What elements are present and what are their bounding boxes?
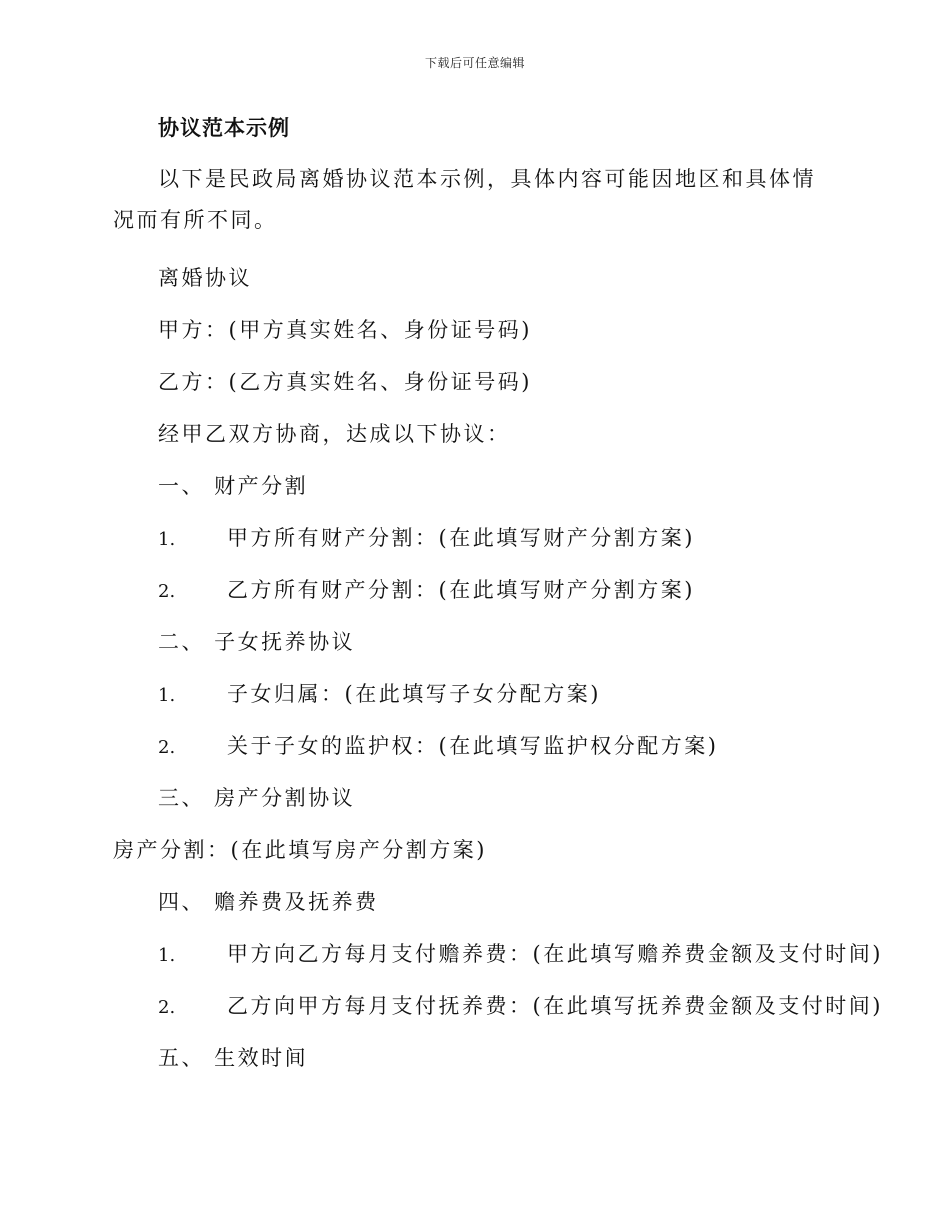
item-text: 子女归属：(在此填写子女分配方案)	[227, 682, 601, 706]
section-heading-support: 四、 赡养费及抚养费	[158, 890, 379, 914]
agreement-title: 离婚协议	[158, 266, 252, 290]
page-title: 协议范本示例	[158, 115, 290, 140]
header-note: 下载后可任意编辑	[424, 56, 525, 70]
item-text: 甲方所有财产分割：(在此填写财产分割方案)	[227, 526, 695, 550]
agreement-line: 经甲乙双方协商，达成以下协议：	[158, 422, 511, 446]
item-number: 1.	[158, 529, 176, 550]
party-a-line: 甲方：(甲方真实姓名、身份证号码)	[158, 318, 532, 342]
section-heading-effective: 五、 生效时间	[158, 1046, 309, 1070]
item-text: 关于子女的监护权：(在此填写监护权分配方案)	[227, 734, 719, 758]
item-number: 2.	[158, 581, 176, 602]
item-number: 2.	[158, 997, 176, 1018]
section-heading-property: 一、 财产分割	[158, 474, 309, 498]
item-text: 乙方所有财产分割：(在此填写财产分割方案)	[227, 578, 695, 602]
item-number: 1.	[158, 945, 176, 966]
item-text: 乙方向甲方每月支付抚养费：(在此填写抚养费金额及支付时间)	[227, 994, 883, 1018]
intro-paragraph: 以下是民政局离婚协议范本示例，具体内容可能因地区和具体情况而有所不同。	[113, 167, 816, 232]
item-number: 1.	[158, 685, 176, 706]
section-heading-housing: 三、 房产分割协议	[158, 786, 356, 810]
item-number: 2.	[158, 737, 176, 758]
list-item	[158, 564, 833, 616]
list-item	[158, 512, 833, 564]
housing-body: 房产分割：(在此填写房产分割方案)	[113, 838, 487, 862]
list-item	[158, 928, 883, 980]
list-item	[158, 980, 883, 1032]
party-b-line: 乙方：(乙方真实姓名、身份证号码)	[158, 370, 532, 394]
section-heading-children: 二、 子女抚养协议	[158, 630, 356, 654]
list-item	[158, 668, 833, 720]
document-body	[113, 108, 883, 1084]
list-item	[158, 720, 833, 772]
item-text: 甲方向乙方每月支付赡养费：(在此填写赡养费金额及支付时间)	[227, 942, 883, 966]
